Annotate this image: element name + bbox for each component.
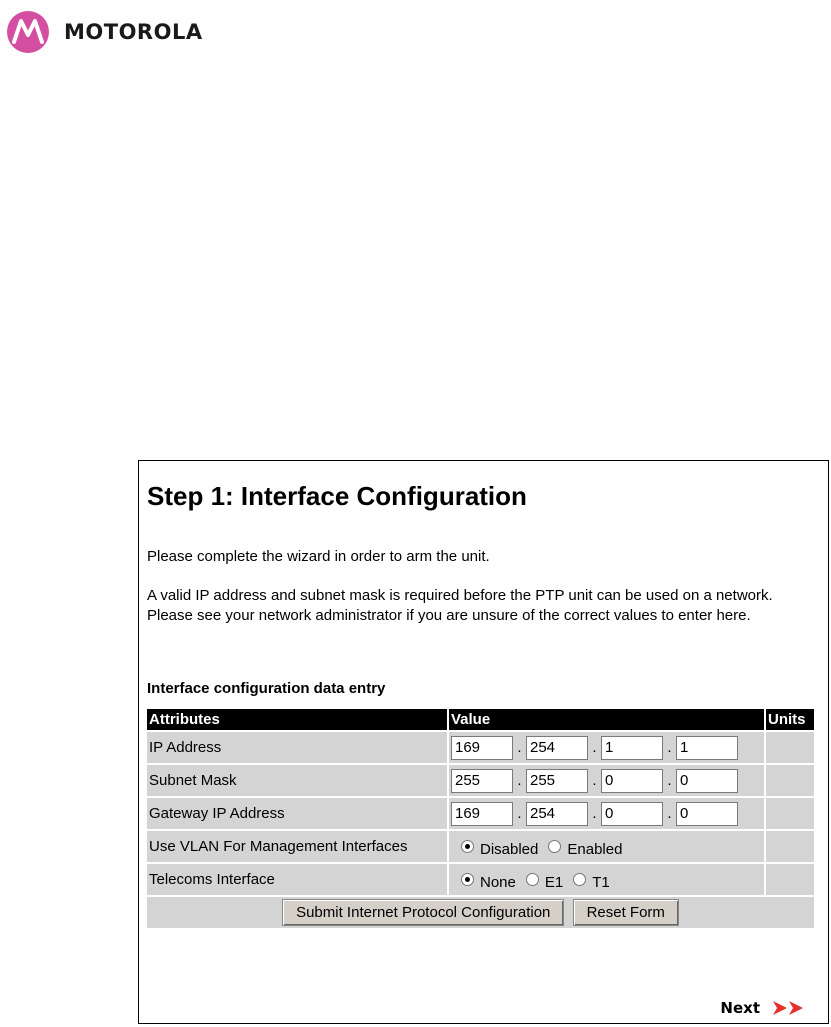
gateway-label: Gateway IP Address bbox=[147, 798, 447, 829]
header-value: Value bbox=[449, 709, 764, 730]
units-cell bbox=[766, 798, 814, 829]
units-cell bbox=[766, 831, 814, 862]
ip-address-fields bbox=[451, 736, 762, 760]
reset-form-button[interactable]: Reset Form bbox=[573, 899, 679, 926]
table-row-telecoms bbox=[147, 864, 814, 895]
header-units: Units bbox=[766, 709, 814, 730]
description-text: A valid IP address and subnet mask is required before the PTP unit can be used on a network. Please see your network administrator if you are unsure of the correct values to enter here. bbox=[147, 587, 773, 624]
octet-separator: . bbox=[667, 805, 672, 822]
vlan-label: Use VLAN For Management Interfaces bbox=[147, 831, 447, 862]
table-row-subnet-mask bbox=[147, 765, 814, 796]
ip-octet-4[interactable] bbox=[676, 736, 738, 760]
telecoms-radio-group bbox=[451, 871, 762, 891]
subnet-mask-label: Subnet Mask bbox=[147, 765, 447, 796]
table-row-gateway bbox=[147, 798, 814, 829]
octet-separator: . bbox=[517, 772, 522, 789]
subnet-octet-1[interactable] bbox=[451, 769, 513, 793]
octet-separator: . bbox=[667, 772, 672, 789]
vlan-enabled-label: Enabled bbox=[567, 841, 623, 858]
octet-separator: . bbox=[667, 739, 672, 756]
next-label: Next bbox=[720, 999, 760, 1017]
gateway-octet-4[interactable] bbox=[676, 802, 738, 826]
telecoms-none-radio[interactable] bbox=[461, 873, 474, 886]
gateway-octet-3[interactable] bbox=[601, 802, 663, 826]
telecoms-e1-radio[interactable] bbox=[526, 873, 539, 886]
telecoms-label: Telecoms Interface bbox=[147, 864, 447, 895]
subnet-octet-3[interactable] bbox=[601, 769, 663, 793]
page-title: Step 1: Interface Configuration bbox=[147, 481, 527, 511]
table-row-actions bbox=[147, 897, 814, 928]
telecoms-t1-radio[interactable] bbox=[573, 873, 586, 886]
gateway-octet-1[interactable] bbox=[451, 802, 513, 826]
motorola-batwing-icon bbox=[6, 10, 50, 54]
ip-octet-1[interactable] bbox=[451, 736, 513, 760]
telecoms-t1-label: T1 bbox=[592, 874, 610, 891]
subnet-octet-2[interactable] bbox=[526, 769, 588, 793]
table-row-ip-address bbox=[147, 732, 814, 763]
intro-text: Please complete the wizard in order to arm the unit. bbox=[147, 548, 490, 565]
double-arrow-right-icon bbox=[772, 1000, 808, 1016]
ip-address-label: IP Address bbox=[147, 732, 447, 763]
submit-ip-config-button[interactable]: Submit Internet Protocol Configuration bbox=[282, 899, 564, 926]
vlan-disabled-radio[interactable] bbox=[461, 840, 474, 853]
ip-octet-2[interactable] bbox=[526, 736, 588, 760]
octet-separator: . bbox=[517, 739, 522, 756]
header-attributes: Attributes bbox=[147, 709, 447, 730]
vlan-radio-group bbox=[451, 838, 762, 858]
motorola-logo bbox=[6, 9, 203, 55]
octet-separator: . bbox=[592, 805, 597, 822]
vlan-disabled-label: Disabled bbox=[480, 841, 539, 858]
section-title: Interface configuration data entry bbox=[147, 680, 386, 697]
telecoms-e1-label: E1 bbox=[544, 874, 564, 891]
gateway-fields bbox=[451, 802, 762, 826]
telecoms-none-label: None bbox=[480, 874, 516, 891]
vlan-enabled-radio[interactable] bbox=[548, 840, 561, 853]
subnet-mask-fields bbox=[451, 769, 762, 793]
config-table bbox=[145, 707, 816, 930]
ip-octet-3[interactable] bbox=[601, 736, 663, 760]
table-header-row bbox=[147, 709, 814, 730]
units-cell bbox=[766, 732, 814, 763]
octet-separator: . bbox=[517, 805, 522, 822]
subnet-octet-4[interactable] bbox=[676, 769, 738, 793]
table-row-vlan bbox=[147, 831, 814, 862]
brand-name: MOTOROLA bbox=[64, 20, 203, 44]
octet-separator: . bbox=[592, 739, 597, 756]
units-cell bbox=[766, 765, 814, 796]
next-link[interactable] bbox=[720, 999, 808, 1017]
gateway-octet-2[interactable] bbox=[526, 802, 588, 826]
units-cell bbox=[766, 864, 814, 895]
wizard-panel bbox=[138, 460, 829, 1024]
octet-separator: . bbox=[592, 772, 597, 789]
